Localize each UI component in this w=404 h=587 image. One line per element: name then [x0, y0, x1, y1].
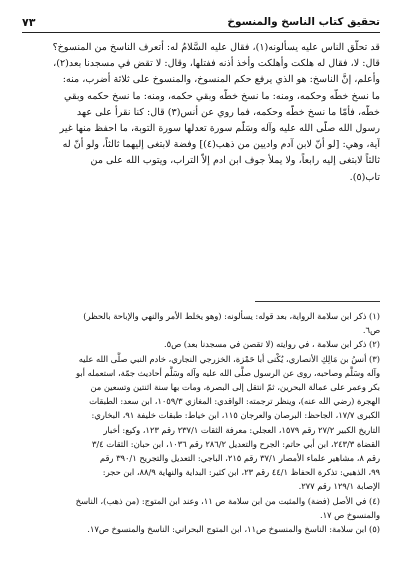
footnote-divider [255, 301, 380, 302]
footnote-1-line: (١) ذكر ابن سلامة الرواية، بعد قوله: يسألونه: (وهو يخلط الأمر والنهي والإباحة بالحظر) [83, 311, 380, 321]
page-number: ٧٣ [22, 15, 36, 29]
footnote-3-line: ٩٩، الذهبي: تذكرة الحفاظ ٤٤/١ رقم ٢٣، ابن كثير: البداية والنهاية ٨٨/٩، ابن حجر: [102, 467, 380, 478]
footnote-2-line: (٢) ذكر ابن سلامة ، في روايته (لا تقصن في مسجدنا بعد) ص٥. [164, 339, 380, 350]
footnote-3-line: رقم ٨، مشاهير علماء الأمصار ٣٧/١ رقم ٢١٥، الباجي: التعديل والتجريح ٣٩٠/١ رقم [99, 453, 380, 464]
footnote-3-line: الإصابة ١٢٩/١ رقم ٢٧٧. [298, 481, 380, 492]
footnote-1-line: ص٦. [362, 325, 380, 336]
body-line: ما نسخ خطّه وحكمه، ومنه: ما نسخ خطّه وبقي حكمه، ومنه: ما نسخ حكمه وبقي [63, 90, 380, 102]
footnote-4-line: (٤) في الأصل (فضة) والمثبت من ابن سلامة ص ١١، وعند ابن المتوج: (من ذهب)، الناسخ [75, 495, 380, 506]
footnote-3-line: الكبرى ١٧/٧، الجاحظ: البرصان والعرجان ١١٥، ابن خياط: طبقات خليفة ٩١، البخاري: [91, 410, 380, 421]
body-line: ثالثاً لابتغى إليه رابعاً، ولا يملأ جوف ابن ادم إلاّ التراب، ويتوب الله على من [90, 155, 380, 167]
footnote-3-line: الهجرة (رضي الله عنه)، وينظر ترجمته: الواقدي: المغازي ١٠٥٩/٣، ابن سعد: الطبقات [89, 396, 380, 407]
body-line: خطّه، فأمّا ما نسخ خطّه وحكمه، فما روي عن أنس(٣) قال: كنا نقرأ على عهد [76, 106, 380, 118]
footnote-4-line: والمنسوخ ص ١٧. [319, 509, 380, 520]
footnote-5-line: (٥) ابن سلامة: الناسخ والمنسوخ ص١١، ابن المتوج البحراني: الناسخ والمنسوخ ص١٧. [87, 524, 380, 535]
footnotes [22, 309, 380, 536]
body-line: رسول الله صلَّى الله عليه وآله وسَلَّم سورة تعدلها سورة التوبة، ما احفظ منها غير [59, 123, 380, 135]
body-line: وأعلم، إنَّ الناسخ: هو الذي يرفع حكم المنسوخ، والمنسوخ على ثلاثة أضرب، منه: [62, 74, 380, 86]
footnote-3-line: التاريخ الكبير ٢٧/٢ رقم ١٥٧٩، العجلي: معرفة الثقات ٢٣٧/١ رقم ١٢٣، وكيع: أخبار [103, 424, 380, 435]
page-header [22, 12, 380, 33]
body-line: تاب(٥). [349, 171, 380, 183]
footnote-3-line: وآله وسَلَّم وصاحبه، روى عن الرسول صلَّى الله عليه وآله وسَلَّم أحاديث جمّة، استعمله أبو [76, 367, 380, 378]
body-line: قد تحلَّق الناس عليه يسألونه(١)، فقال عليه السَّلامُ له: أتعرف الناسخ من المنسوخ؟ [52, 42, 380, 53]
footnote-3-line: (٣) أنسُ بن مَالِكِ الأنصاري، يُكْنى أبا حَمْزة، الخزرجي النجاري، خادم النبي صلَّى الله عليه [78, 353, 380, 364]
main-text [22, 40, 380, 186]
footnote-3-line: القضاة ٢٤٣/٣، ابن أبي حاتم: الجرح والتعديل ٢٨٦/٢ رقم ١٠٣٦، ابن حبان: الثقات ٣/٤ [91, 438, 380, 449]
body-line: آية، وهي: [لو أنّ لابن آدم واديين من ذهب(٤)] وفضة لابتغى إليهما ثالثاً، ولو أنّ له [62, 139, 380, 151]
footnote-3-line: بكر وعمر على عمالة البحرين، ثمّ انتقل إلى البصرة، ومات بها سنة اثنتين وتسعين من [90, 382, 380, 393]
body-line: قال: لا، فقال له هلكت وأهلكت وأخذ أذنه ففتلها، وقال: لا تقض في مسجدنا بعد(٢)، [53, 58, 380, 70]
running-title: تحقيق كتاب الناسخ والمنسوخ [227, 16, 380, 28]
